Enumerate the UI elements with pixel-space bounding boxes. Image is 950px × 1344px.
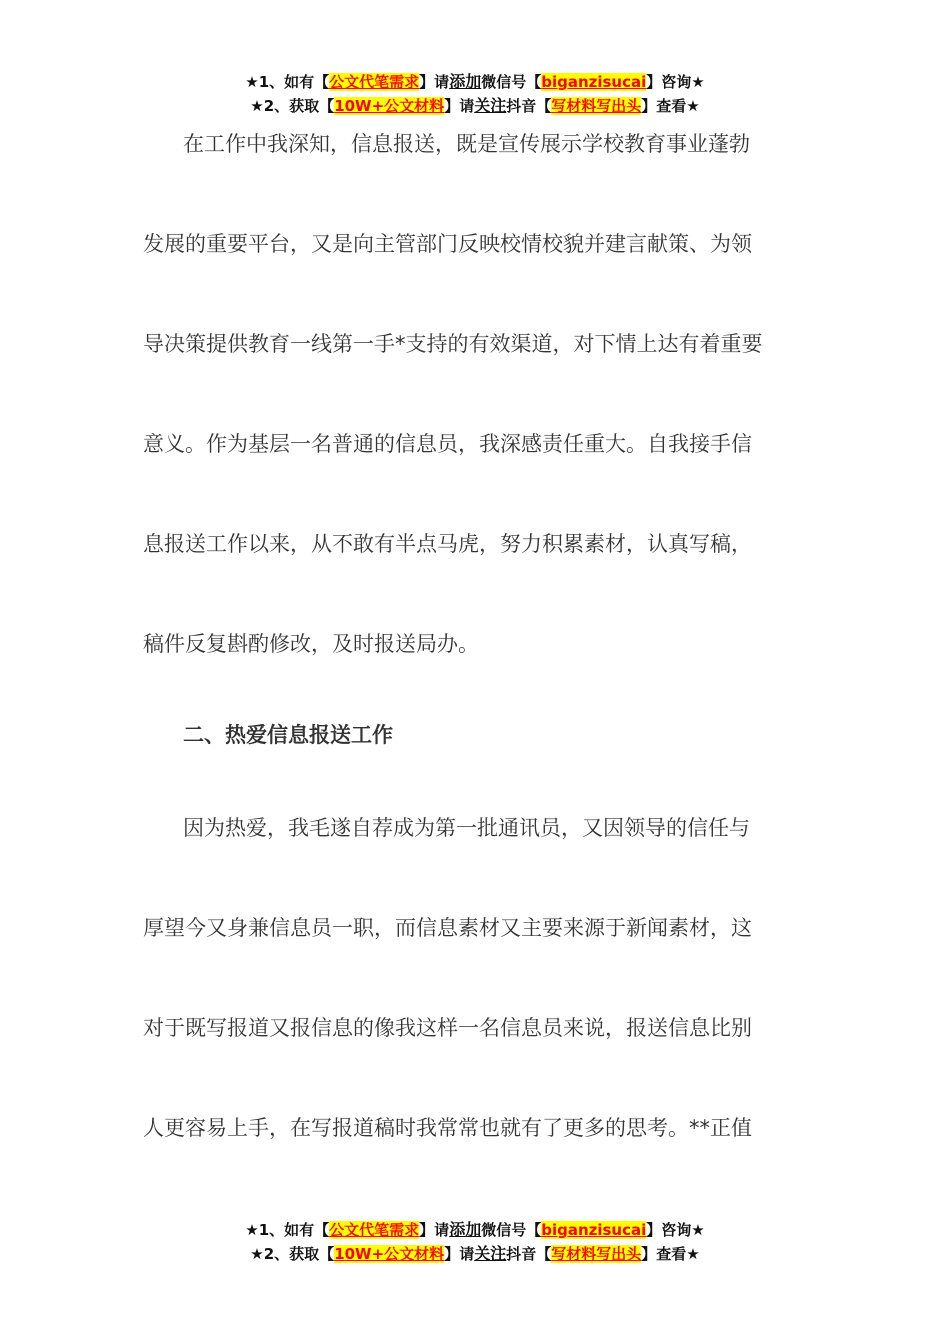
text-line: 发展的重要平台，又是向主管部门反映校情校貌并建言献策、为领 xyxy=(143,232,752,256)
banner-text: 微信号【 xyxy=(481,1221,542,1239)
banner-text: 】查看★ xyxy=(641,97,700,115)
paragraph-2 xyxy=(143,778,813,1178)
banner-text: ★1、如有【 xyxy=(245,73,330,91)
banner-highlight: 写材料写出头 xyxy=(551,97,642,115)
banner-line-1 xyxy=(0,1218,950,1242)
banner-text: 】请 xyxy=(444,1245,475,1263)
banner-highlight: biganzisucai xyxy=(541,1221,647,1239)
banner-text: 】请 xyxy=(419,73,450,91)
text-line: 人更容易上手，在写报道稿时我常常也就有了更多的思考。**正值 xyxy=(143,1116,752,1140)
banner-text: 】查看★ xyxy=(641,1245,700,1263)
banner-highlight: 10W+公文材料 xyxy=(334,1245,445,1263)
text-line: 厚望今又身兼信息员一职，而信息素材又主要来源于新闻素材，这 xyxy=(143,916,752,940)
section-heading: 二、热爱信息报送工作 xyxy=(183,723,393,747)
banner-highlight: 写材料写出头 xyxy=(551,1245,642,1263)
banner-emphasis: 添加 xyxy=(449,72,482,91)
banner-highlight: 10W+公文材料 xyxy=(334,97,445,115)
banner-text: 】咨询★ xyxy=(646,1221,705,1239)
banner-text: 抖音【 xyxy=(506,1245,552,1263)
banner-line-2 xyxy=(0,1242,950,1266)
text-line: 意义。作为基层一名普通的信息员，我深感责任重大。自我接手信 xyxy=(143,432,752,456)
paragraph-1 xyxy=(143,94,813,694)
banner-highlight: 公文代笔需求 xyxy=(329,1221,420,1239)
banner-line-1 xyxy=(0,70,950,94)
banner-highlight: biganzisucai xyxy=(541,73,647,91)
banner-text: 】咨询★ xyxy=(646,73,705,91)
banner-text: ★2、获取【 xyxy=(250,97,335,115)
banner-emphasis: 关注 xyxy=(474,96,507,115)
banner-text: 】请 xyxy=(419,1221,450,1239)
banner-text: 微信号【 xyxy=(481,73,542,91)
text-line: 稿件反复斟酌修改，及时报送局办。 xyxy=(143,632,479,656)
bottom-banner xyxy=(0,1218,950,1266)
banner-emphasis: 添加 xyxy=(449,1220,482,1239)
banner-text: ★2、获取【 xyxy=(250,1245,335,1263)
banner-highlight: 公文代笔需求 xyxy=(329,73,420,91)
text-line: 因为热爱，我毛遂自荐成为第一批通讯员，又因领导的信任与 xyxy=(183,816,750,840)
text-line: 息报送工作以来，从不敢有半点马虎，努力积累素材，认真写稿， xyxy=(143,532,752,556)
banner-emphasis: 关注 xyxy=(474,1244,507,1263)
text-line: 导决策提供教育一线第一手*支持的有效渠道，对下情上达有着重要 xyxy=(143,332,763,356)
text-line: 对于既写报道又报信息的像我这样一名信息员来说，报送信息比别 xyxy=(143,1016,752,1040)
banner-text: 】请 xyxy=(444,97,475,115)
banner-text: ★1、如有【 xyxy=(245,1221,330,1239)
banner-text: 抖音【 xyxy=(506,97,552,115)
text-line: 在工作中我深知，信息报送，既是宣传展示学校教育事业蓬勃 xyxy=(183,132,750,156)
